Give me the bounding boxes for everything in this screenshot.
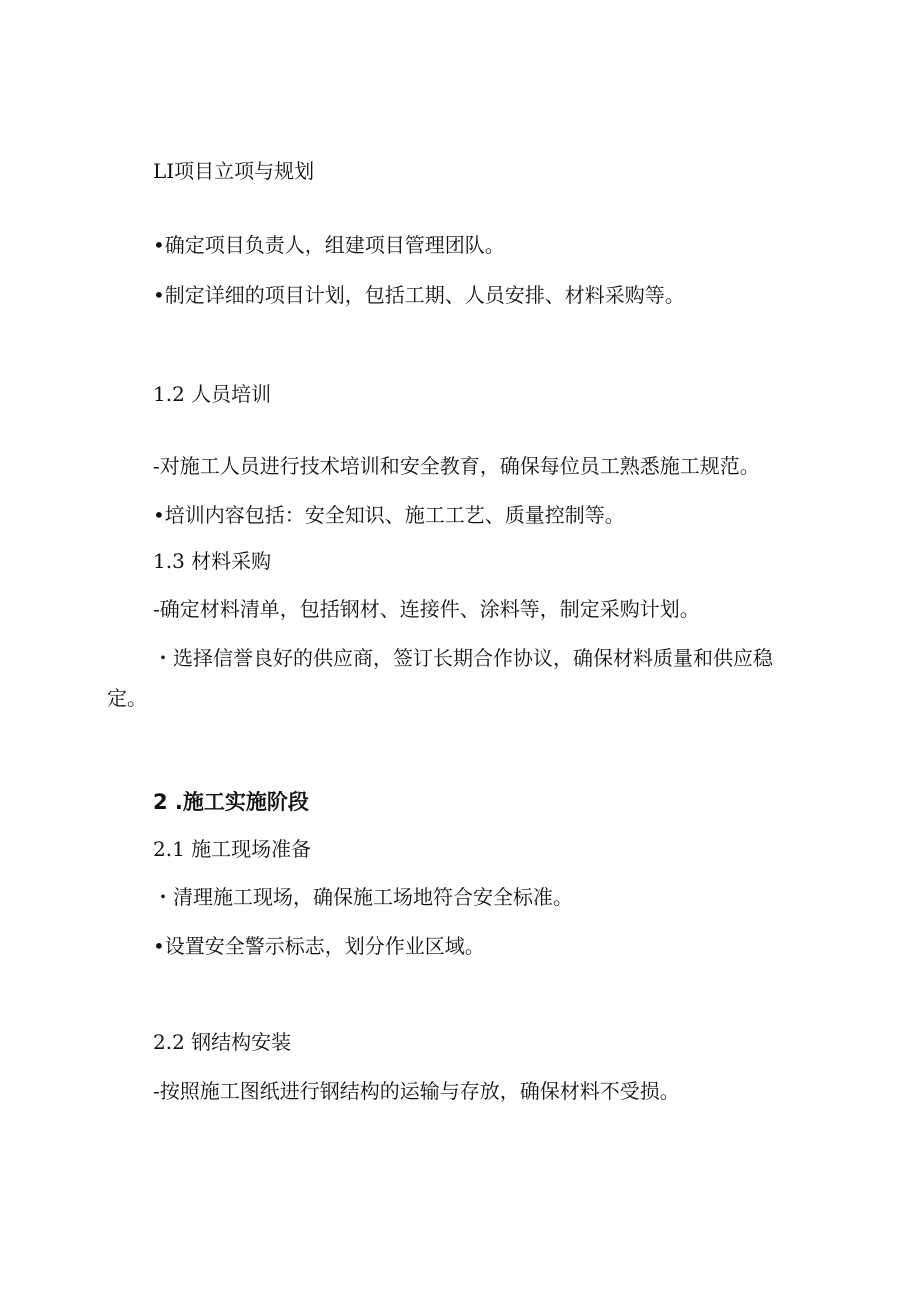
section-heading-1-3: 1.3 材料采购 xyxy=(153,549,272,573)
section-heading-2-2: 2.2 钢结构安装 xyxy=(153,1030,292,1054)
bullet-item: -按照施工图纸进行钢结构的运输与存放，确保材料不受损。 xyxy=(153,1079,680,1103)
bullet-item: •设置安全警示标志，划分作业区域。 xyxy=(153,934,485,958)
bullet-item: ・清理施工现场，确保施工场地符合安全标准。 xyxy=(153,885,573,909)
bullet-item: •培训内容包括：安全知识、施工工艺、质量控制等。 xyxy=(153,503,625,527)
bullet-item: -确定材料清单，包括钢材、连接件、涂料等，制定采购计划。 xyxy=(153,597,700,621)
bullet-item: •制定详细的项目计划，包括工期、人员安排、材料采购等。 xyxy=(153,283,685,307)
bullet-item: •确定项目负责人，组建项目管理团队。 xyxy=(153,233,505,257)
bullet-item: -对施工人员进行技术培训和安全教育，确保每位员工熟悉施工规范。 xyxy=(153,454,760,478)
section-heading-1-2: 1.2 人员培训 xyxy=(153,382,272,406)
section-heading-2-1: 2.1 施工现场准备 xyxy=(153,837,312,861)
section-heading-1-1: LI项目立项与规划 xyxy=(153,159,315,183)
bullet-item-wrapped: ・选择信誉良好的供应商，签订长期合作协议，确保材料质量和供应稳定。 xyxy=(107,646,773,710)
section-heading-2: 2 .施工实施阶段 xyxy=(153,790,309,814)
